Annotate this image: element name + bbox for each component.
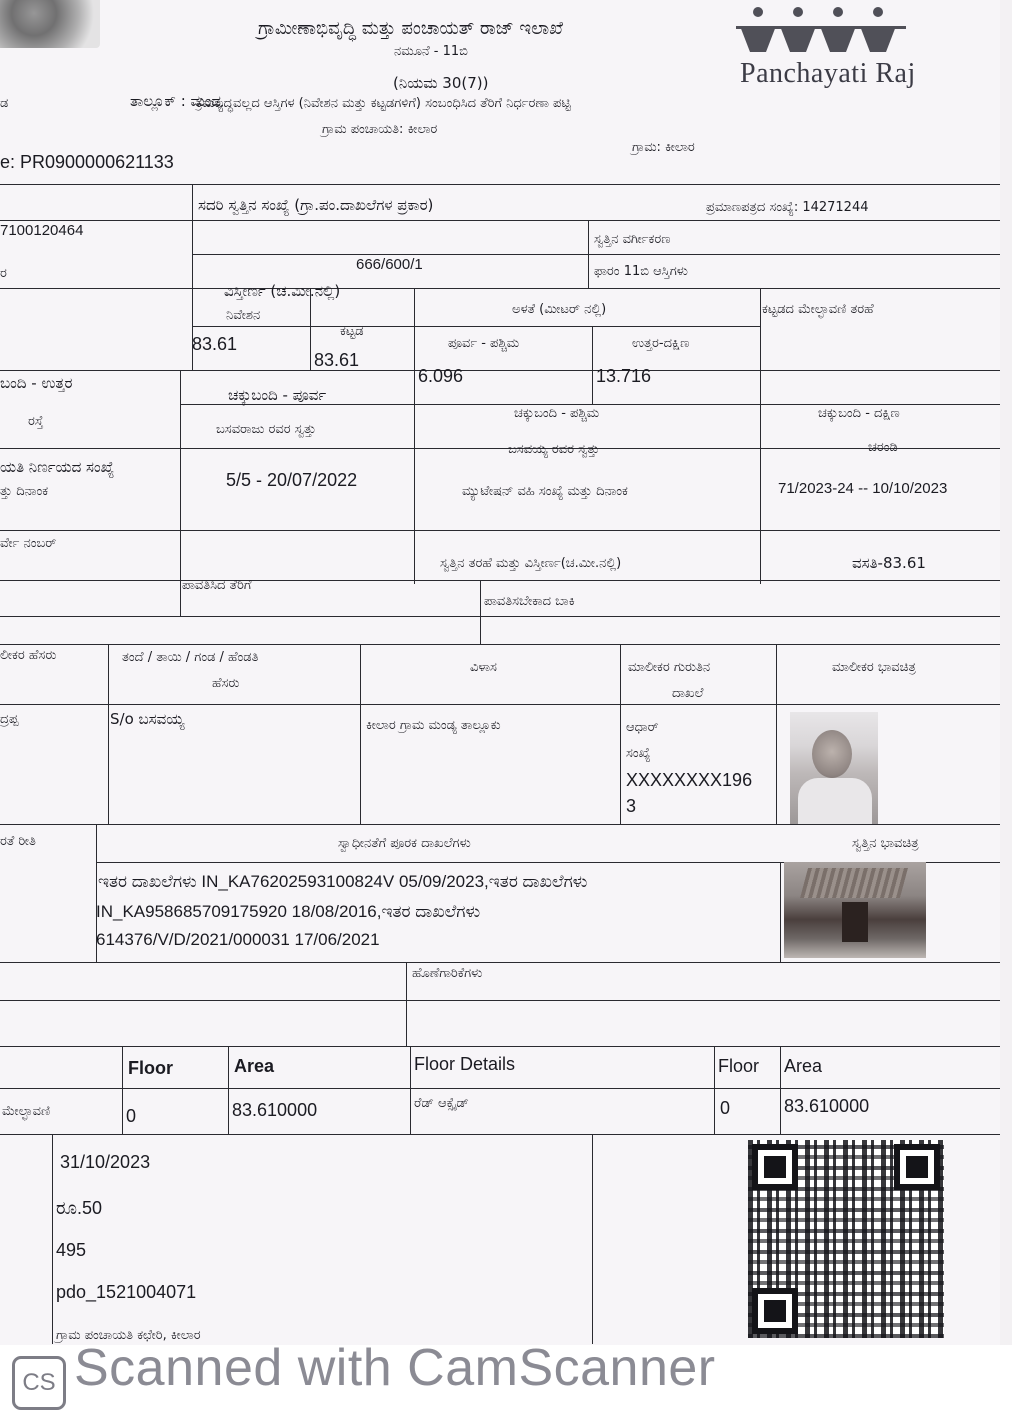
floor-value: 0 — [126, 1106, 137, 1126]
north-boundary-value: ರಸ್ತೆ — [28, 414, 44, 429]
east-boundary-label: ಚಕ್ಕುಬಂದಿ - ಪೂರ್ವ — [228, 386, 327, 404]
area-value: 83.610000 — [232, 1100, 318, 1120]
asset-number-label: ಸದರಿ ಸ್ವತ್ತಿನ ಸಂಖ್ಯೆ (ಗ್ರಾ.ಪಂ.ದಾಖಲೆಗಳ ಪ್ರಕಾರ) — [198, 196, 434, 214]
form-number: ನಮೂನೆ - 11ಬಿ — [394, 44, 468, 59]
east-west-value: 6.096 — [418, 366, 464, 386]
mutation-value: 71/2023-24 -- 10/10/2023 — [778, 480, 948, 497]
gram-panchayat: ಗ್ರಾಮ ಪಂಚಾಯತಿ: ಕೀಲಾರ — [322, 122, 438, 137]
west-boundary-value: ಬಸವಯ್ಯ ರವರ ಸ್ವತ್ತು — [508, 442, 600, 457]
tax-paid-label: ಪಾವತಿಸಿದ ತೆರಿಗೆ — [182, 578, 252, 593]
panchayat-office: ಗ್ರಾಮ ಪಂಚಾಯತಿ ಕಛೇರಿ, ಕೀಲಾರ — [56, 1328, 201, 1343]
floor-value-2: 0 — [720, 1098, 731, 1118]
address-label: ವಿಳಾಸ — [470, 660, 497, 675]
floor-details-header: Floor Details — [414, 1054, 516, 1074]
north-south-label: ಉತ್ತರ-ದಕ್ಷಿಣ — [632, 336, 690, 351]
form-subtitle: ಕ್ರಮಬದ್ಧವಲ್ಲದ ಆಸ್ತಿಗಳ (ನಿವೇಶನ ಮತ್ತು ಕಟ್ಟಡಗಳಿಗೆ) ಸಂಬಂಧಿಸಿದ ತೆರಿಗೆ ನಿರ್ಧರಣಾ ಪಟ್ಟಿ — [196, 96, 571, 111]
owner-name-label: ಲೀಕರ ಹೆಸರು — [0, 648, 57, 663]
id-number-2: 3 — [626, 796, 637, 816]
mutation-label: ಮ್ಯುಟೇಷನ್ ವಹಿ ಸಂಖ್ಯೆ ಮತ್ತು ದಿನಾಂಕ — [462, 484, 628, 499]
id-document-label-2: ದಾಖಲೆ — [672, 686, 704, 701]
building-label: ಕಟ್ಟಡ — [340, 324, 364, 339]
id-type-1: ಆಧಾರ್ — [626, 720, 659, 735]
nature-area-label: ಸ್ವತ್ತಿನ ತರಹೆ ಮತ್ತು ವಿಸ್ತೀರ್ಣ(ಚ.ಮೀ.ನಲ್ಲಿ) — [440, 556, 622, 571]
site-area-value: 83.61 — [192, 334, 238, 354]
supporting-documents-label: ಸ್ವಾಧೀನತೆಗೆ ಪೂರಕ ದಾಖಲೆಗಳು — [338, 836, 471, 851]
classification-value: ಫಾರಂ 11ಬಿ ಆಸ್ತಿಗಳು — [594, 264, 688, 279]
pdo-code: pdo_1521004071 — [56, 1282, 197, 1302]
resolution-value: 5/5 - 20/07/2022 — [226, 470, 358, 490]
issue-date: 31/10/2023 — [60, 1152, 151, 1172]
acquisition-mode-label: ರತೆ ರೀತಿ — [0, 834, 36, 849]
east-boundary-value: ಬಸವರಾಜು ರವರ ಸ್ವತ್ತು — [216, 422, 317, 437]
floor-header: Floor — [128, 1058, 173, 1078]
qr-finder-bottom-left — [752, 1288, 798, 1334]
survey-number-label: ರ್ವೇ ನಂಬರ್ — [0, 536, 57, 551]
village: ಗ್ರಾಮ: ಕೀಲಾರ — [632, 140, 695, 155]
area-label: ವಿಸ್ತೀರ್ಣ (ಚ.ಮೀ.ನಲ್ಲಿ) — [224, 282, 341, 300]
dimension-label: ಅಳತೆ (ಮೀಟರ್ ನಲ್ಲಿ) — [512, 302, 607, 317]
resolution-label-2: ತ್ತು ದಿನಾಂಕ — [0, 484, 49, 499]
certificate-number: ಪ್ರಮಾಣಪತ್ರದ ಸಂಖ್ಯೆ: 14271244 — [706, 200, 869, 215]
balance-due-label: ಪಾವತಿಸಬೇಕಾದ ಬಾಕಿ — [484, 594, 575, 609]
area-header: Area — [234, 1056, 275, 1076]
receipt-number: 495 — [56, 1240, 87, 1260]
relation-value: S/o ಬಸವಯ್ಯ — [110, 710, 185, 728]
id-document-label-1: ಮಾಲೀಕರ ಗುರುತಿನ — [628, 660, 711, 675]
nature-area-value: ವಸತಿ-83.61 — [852, 554, 926, 572]
property-photo — [784, 862, 926, 958]
property-door — [842, 902, 868, 942]
area-value-2: 83.610000 — [784, 1096, 870, 1116]
west-boundary-label: ಚಕ್ಕುಬಂದಿ - ಪಶ್ಚಿಮ — [514, 406, 600, 421]
owner-name-value: ದ್ರಪ್ಪ — [0, 712, 19, 727]
qr-code — [748, 1140, 944, 1338]
site-label: ನಿವೇಶನ — [226, 308, 261, 323]
relation-label-2: ಹೆಸರು — [212, 676, 240, 691]
property-photo-label: ಸ್ವತ್ತಿನ ಭಾವಚಿತ್ರ — [852, 836, 919, 851]
south-boundary-label: ಚಕ್ಕುಬಂದಿ - ದಕ್ಷಿಣ — [818, 406, 900, 421]
rule-number: (ನಿಯಮ 30(7)) — [393, 74, 489, 92]
property-id: e: PR0900000621133 — [0, 152, 174, 172]
south-boundary-value: ಚರಂಡಿ — [868, 440, 898, 455]
resolution-label-1: ಯತಿ ನಿರ್ಣಯದ ಸಂಖ್ಯೆ — [0, 458, 115, 476]
government-emblem — [0, 0, 100, 48]
document-line-3: 614376/V/D/2021/000031 17/06/2021 — [96, 930, 380, 949]
owner-photo — [790, 712, 878, 824]
camscanner-logo: CS — [12, 1356, 66, 1410]
north-boundary-label: ಬಂದಿ - ಉತ್ತರ — [0, 374, 73, 392]
owner-face — [812, 730, 852, 778]
fee: ರೂ.50 — [56, 1198, 103, 1218]
left-cut-text: ಡ — [0, 96, 9, 111]
left-cut-text-2: ರ — [0, 266, 7, 281]
classification-label: ಸ್ವತ್ತಿನ ವರ್ಗೀಕರಣ — [594, 232, 671, 247]
roof-type-label: ಕಟ್ಟಡದ ಮೇಲ್ಛಾವಣಿ ತರಹೆ — [762, 302, 874, 317]
area-header-2: Area — [784, 1056, 823, 1076]
east-west-label: ಪೂರ್ವ - ಪಶ್ಚಿಮ — [448, 336, 520, 351]
qr-finder-top-left — [752, 1144, 798, 1190]
document-line-2: IN_KA958685709175920 18/08/2016,ಇತರ ದಾಖಲೆಗಳು — [96, 902, 481, 921]
floor-details-value: ರೆಡ್ ಆಕ್ಸೈಡ್ — [414, 1096, 469, 1111]
owner-photo-label: ಮಾಲೀಕರ ಭಾವಚಿತ್ರ — [832, 660, 916, 675]
property-roof — [800, 868, 908, 898]
building-area-value: 83.61 — [314, 350, 360, 370]
document-line-1: ಇತರ ದಾಖಲೆಗಳು IN_KA76202593100824V 05/09/2023,ಇತರ ದಾಖಲೆಗಳು — [98, 872, 588, 891]
relation-label-1: ತಂದೆ / ತಾಯಿ / ಗಂಡ / ಹೆಂಡತಿ — [122, 650, 259, 665]
taluk-label: ತಾಲ್ಲೂಕ್ : ಮಂಡ್ಯ — [130, 92, 224, 110]
asset-number-value: 666/600/1 — [356, 256, 423, 273]
floor-header-2: Floor — [718, 1056, 760, 1076]
id-type-2: ಸಂಖ್ಯೆ — [626, 746, 651, 761]
id-number-1: XXXXXXXX196 — [626, 770, 753, 790]
logo-text: Panchayati Raj — [740, 58, 916, 89]
floor-row-label: ಮೇಲ್ಛಾವಣಿ — [2, 1104, 51, 1119]
liabilities-label: ಹೊಣೆಗಾರಿಕೆಗಳು — [412, 966, 483, 981]
owner-shirt — [798, 778, 872, 824]
north-south-value: 13.716 — [596, 366, 652, 386]
camscanner-watermark: Scanned with CamScanner — [74, 1339, 716, 1397]
address-value: ಕೀಲಾರ ಗ್ರಾಮ ಮಂಡ್ಯ ತಾಲ್ಲೂಕು — [366, 718, 501, 733]
left-property-number: 7100120464 — [0, 222, 84, 239]
department-title: ಗ್ರಾಮೀಣಾಭಿವೃದ್ಧಿ ಮತ್ತು ಪಂಚಾಯತ್ ರಾಜ್ ಇಲಾಖೆ — [258, 18, 563, 39]
qr-finder-top-right — [894, 1144, 940, 1190]
